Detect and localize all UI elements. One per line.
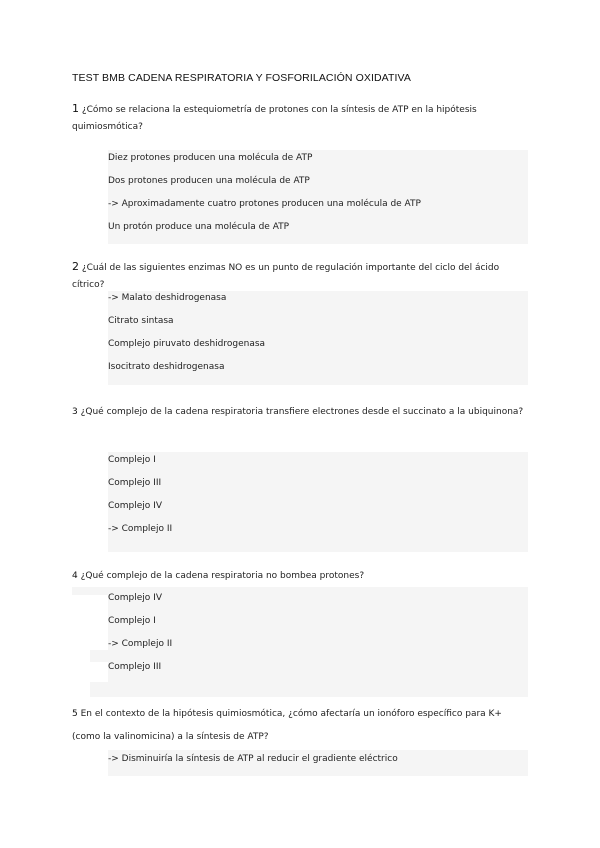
question-4 — [72, 568, 532, 585]
option-item-answer: -> Malato deshidrogenasa — [108, 293, 227, 303]
option-item: Citrato sintasa — [108, 316, 174, 326]
option-item-answer: -> Complejo II — [108, 524, 173, 534]
question-number: 2 — [72, 260, 79, 273]
option-item: Isocitrato deshidrogenasa — [108, 362, 225, 372]
option-item-answer: -> Complejo II — [108, 639, 173, 649]
question-text: ¿Cómo se relaciona la estequiometría de protones con la síntesis de ATP en la hipótesis quimiosmótica? — [72, 105, 477, 132]
question-text: ¿Qué complejo de la cadena respiratoria no bombea protones? — [80, 571, 365, 581]
question-text: ¿Cuál de las siguientes enzimas NO es un punto de regulación importante del ciclo del ácido cítrico? — [72, 263, 500, 290]
options-list-1 — [108, 150, 528, 244]
options-list-4 — [108, 587, 528, 697]
question-3 — [72, 401, 532, 424]
options-list-5 — [108, 750, 528, 776]
options-list-2 — [108, 291, 528, 385]
options-list-3 — [108, 452, 528, 552]
question-number: 1 — [72, 102, 79, 115]
option-item: Complejo I — [108, 616, 156, 626]
option-item: Complejo III — [108, 662, 162, 672]
question-5 — [72, 703, 532, 749]
question-text: ¿Qué complejo de la cadena respiratoria transfiere electrones desde el succinato a la ubiquinona? — [80, 407, 524, 417]
option-item: Complejo I — [108, 455, 156, 465]
option-item: Diez protones producen una molécula de ATP — [108, 153, 313, 163]
question-number: 3 — [72, 407, 78, 417]
option-item: Complejo piruvato deshidrogenasa — [108, 339, 266, 349]
option-item-answer: -> Aproximadamente cuatro protones producen una molécula de ATP — [108, 199, 421, 209]
question-1 — [72, 100, 532, 136]
question-2 — [72, 258, 532, 294]
option-item-answer: -> Disminuiría la síntesis de ATP al reducir el gradiente eléctrico — [108, 754, 398, 764]
option-item: Complejo IV — [108, 593, 162, 603]
option-item: Un protón produce una molécula de ATP — [108, 222, 290, 232]
document-title: TEST BMB CADENA RESPIRATORIA Y FOSFORILACIÓN OXIDATIVA — [72, 72, 411, 84]
question-number: 5 — [72, 709, 78, 719]
shade-block — [90, 682, 108, 697]
option-item: Complejo III — [108, 478, 162, 488]
question-text: En el contexto de la hipótesis quimiosmótica, ¿cómo afectaría un ionóforo específico para K+ (como la valinomicina) a la síntesis de ATP? — [72, 709, 502, 742]
shade-block — [90, 650, 108, 662]
question-number: 4 — [72, 571, 78, 581]
option-item: Dos protones producen una molécula de ATP — [108, 176, 310, 186]
option-item: Complejo IV — [108, 501, 162, 511]
shade-block — [72, 587, 108, 595]
